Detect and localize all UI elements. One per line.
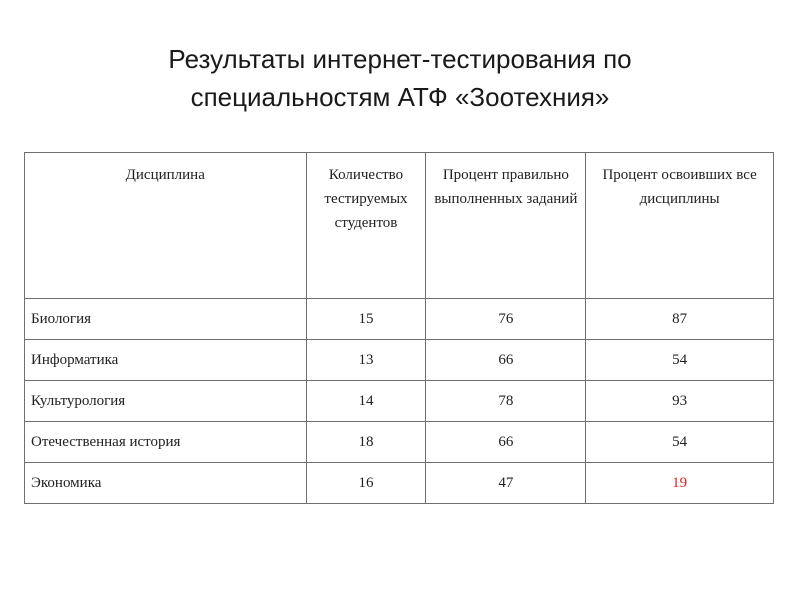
header-percent-mastered: Процент освоивших все дисциплины bbox=[586, 153, 774, 299]
header-student-count: Количество тестируемых студентов bbox=[306, 153, 426, 299]
table-row bbox=[25, 463, 774, 504]
page-title bbox=[0, 40, 800, 116]
cell-percent-mastered: 54 bbox=[586, 422, 774, 463]
cell-student-count: 18 bbox=[306, 422, 426, 463]
cell-percent-correct: 76 bbox=[426, 299, 586, 340]
cell-percent-mastered: 54 bbox=[586, 340, 774, 381]
table-row bbox=[25, 340, 774, 381]
page-title-line-2: специальностям АТФ «Зоотехния» bbox=[190, 82, 610, 112]
cell-subject: Отечественная история bbox=[25, 422, 307, 463]
cell-percent-mastered: 87 bbox=[586, 299, 774, 340]
cell-student-count: 15 bbox=[306, 299, 426, 340]
cell-subject: Информатика bbox=[25, 340, 307, 381]
table-row bbox=[25, 422, 774, 463]
cell-percent-correct: 66 bbox=[426, 422, 586, 463]
cell-percent-mastered: 93 bbox=[586, 381, 774, 422]
cell-percent-correct: 78 bbox=[426, 381, 586, 422]
table-row bbox=[25, 299, 774, 340]
table-header bbox=[25, 153, 774, 299]
cell-subject: Экономика bbox=[25, 463, 307, 504]
cell-student-count: 14 bbox=[306, 381, 426, 422]
table-header-row bbox=[25, 153, 774, 299]
cell-percent-mastered-highlighted: 19 bbox=[586, 463, 774, 504]
cell-student-count: 16 bbox=[306, 463, 426, 504]
page-title-line-1: Результаты интернет-тестирования по bbox=[168, 44, 632, 74]
cell-subject: Биология bbox=[25, 299, 307, 340]
cell-student-count: 13 bbox=[306, 340, 426, 381]
cell-subject: Культурология bbox=[25, 381, 307, 422]
results-table bbox=[24, 152, 774, 504]
table-row bbox=[25, 381, 774, 422]
table-body bbox=[25, 299, 774, 504]
cell-percent-correct: 66 bbox=[426, 340, 586, 381]
header-percent-correct: Процент правильно выполненных заданий bbox=[426, 153, 586, 299]
cell-percent-correct: 47 bbox=[426, 463, 586, 504]
header-subject: Дисциплина bbox=[25, 153, 307, 299]
